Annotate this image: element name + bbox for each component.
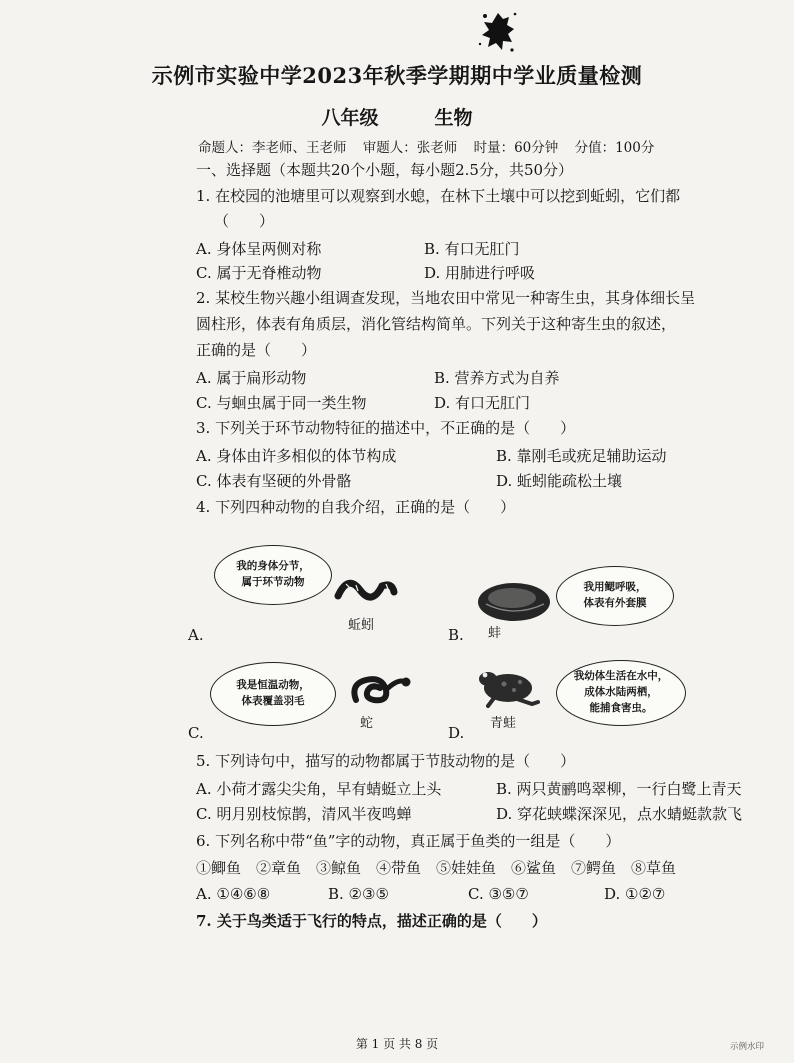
mussel-illustration bbox=[474, 578, 554, 624]
q1-option-a: A. 身体呈两侧对称 bbox=[196, 240, 322, 258]
author: 命题人：李老师、王老师 bbox=[198, 140, 347, 156]
question-5-text: 5. 下列诗句中，描写的动物都属于节肢动物的是（ ） bbox=[196, 752, 576, 770]
snake-illustration bbox=[346, 666, 412, 712]
q1-option-c: C. 属于无脊椎动物 bbox=[196, 264, 322, 282]
q3-option-c: C. 体表有坚硬的外骨骼 bbox=[196, 472, 352, 490]
q6-option-b: B. ②③⑤ bbox=[328, 885, 389, 903]
q6-option-d: D. ①②⑦ bbox=[604, 885, 666, 903]
question-6-items: ①鲫鱼 ②章鱼 ③鲸鱼 ④带鱼 ⑤娃娃鱼 ⑥鲨鱼 ⑦鳄鱼 ⑧草鱼 bbox=[196, 859, 677, 877]
exam-title: 示例市实验中学2023年秋季学期期中学业质量检测 bbox=[151, 63, 643, 88]
q3-option-a: A. 身体由许多相似的体节构成 bbox=[196, 447, 397, 465]
animal-caption-c: 蛇 bbox=[360, 716, 374, 731]
earthworm-illustration bbox=[334, 568, 398, 608]
time-limit: 时量：60分钟 bbox=[473, 140, 559, 156]
q2-option-d: D. 有口无肛门 bbox=[434, 394, 531, 412]
exam-subtitle bbox=[0, 103, 794, 130]
q2-option-a: A. 属于扁形动物 bbox=[196, 369, 307, 387]
subject-label: 生物 bbox=[434, 107, 473, 129]
q1-option-b: B. 有口无肛门 bbox=[424, 240, 520, 258]
question-1-text: 1. 在校园的池塘里可以观察到水螅，在林下土壤中可以挖到蚯蚓，它们都 bbox=[196, 187, 681, 205]
question-2-text-2: 圆柱形，体表有角质层，消化管结构简单。下列关于这种寄生虫的叙述， bbox=[196, 315, 677, 333]
question-7-text: 7. 关于鸟类适于飞行的特点，描述正确的是（ ） bbox=[196, 912, 547, 930]
q4-option-d-label: D. bbox=[448, 724, 465, 742]
q1-option-d: D. 用肺进行呼吸 bbox=[424, 264, 536, 282]
q5-option-a: A. 小荷才露尖尖角，早有蜻蜓立上头 bbox=[196, 780, 442, 798]
question-1-text-2: （ ） bbox=[214, 212, 275, 230]
q4-option-c-label: C. bbox=[188, 724, 204, 742]
total-score: 分值：100分 bbox=[574, 140, 655, 156]
question-6-text: 6. 下列名称中带“鱼”字的动物，真正属于鱼类的一组是（ ） bbox=[196, 832, 621, 850]
q3-option-d: D. 蚯蚓能疏松土壤 bbox=[496, 472, 623, 490]
ink-blot bbox=[478, 10, 518, 56]
section-heading: 一、选择题（本题共20个小题，每小题2.5分，共50分） bbox=[196, 161, 574, 179]
q4-option-a-label: A. bbox=[188, 626, 204, 644]
q2-option-c: C. 与蛔虫属于同一类生物 bbox=[196, 394, 367, 412]
q6-option-a: A. ①④⑥⑧ bbox=[196, 885, 271, 903]
q4-option-b-label: B. bbox=[448, 626, 464, 644]
animal-caption-b: 蚌 bbox=[488, 626, 502, 641]
question-4-text: 4. 下列四种动物的自我介绍，正确的是（ ） bbox=[196, 498, 516, 516]
q5-option-c: C. 明月别枝惊鹊，清风半夜鸣蝉 bbox=[196, 805, 412, 823]
q2-option-b: B. 营养方式为自养 bbox=[434, 369, 560, 387]
frog-illustration bbox=[474, 664, 544, 708]
reviewer: 审题人：张老师 bbox=[362, 140, 458, 156]
q5-option-b: B. 两只黄鹂鸣翠柳，一行白鹭上青天 bbox=[496, 780, 742, 798]
page-number: 第 1 页 共 8 页 bbox=[355, 1037, 439, 1051]
animal-caption-a: 蚯蚓 bbox=[348, 618, 375, 633]
animal-caption-d: 青蛙 bbox=[490, 716, 517, 731]
grade-label: 八年级 bbox=[321, 107, 379, 129]
speech-bubble-a: 我的身体分节， 属于环节动物 bbox=[214, 545, 332, 605]
question-2-text-3: 正确的是（ ） bbox=[196, 341, 317, 359]
q6-option-c: C. ③⑤⑦ bbox=[468, 885, 529, 903]
watermark: 示例水印 bbox=[730, 1042, 765, 1052]
question-2-text: 2. 某校生物兴趣小组调查发现，当地农田中常见一种寄生虫，其身体细长呈 bbox=[196, 289, 696, 307]
q3-option-b: B. 靠刚毛或疣足辅助运动 bbox=[496, 447, 667, 465]
speech-bubble-c: 我是恒温动物， 体表覆盖羽毛 bbox=[210, 662, 336, 726]
speech-bubble-d: 我幼体生活在水中， 成体水陆两栖， 能捕食害虫。 bbox=[556, 660, 686, 726]
question-3-text: 3. 下列关于环节动物特征的描述中，不正确的是（ ） bbox=[196, 419, 576, 437]
exam-meta bbox=[198, 136, 666, 156]
q5-option-d: D. 穿花蛱蝶深深见，点水蜻蜓款款飞 bbox=[496, 805, 743, 823]
speech-bubble-b: 我用鳃呼吸， 体表有外套膜 bbox=[556, 566, 674, 626]
